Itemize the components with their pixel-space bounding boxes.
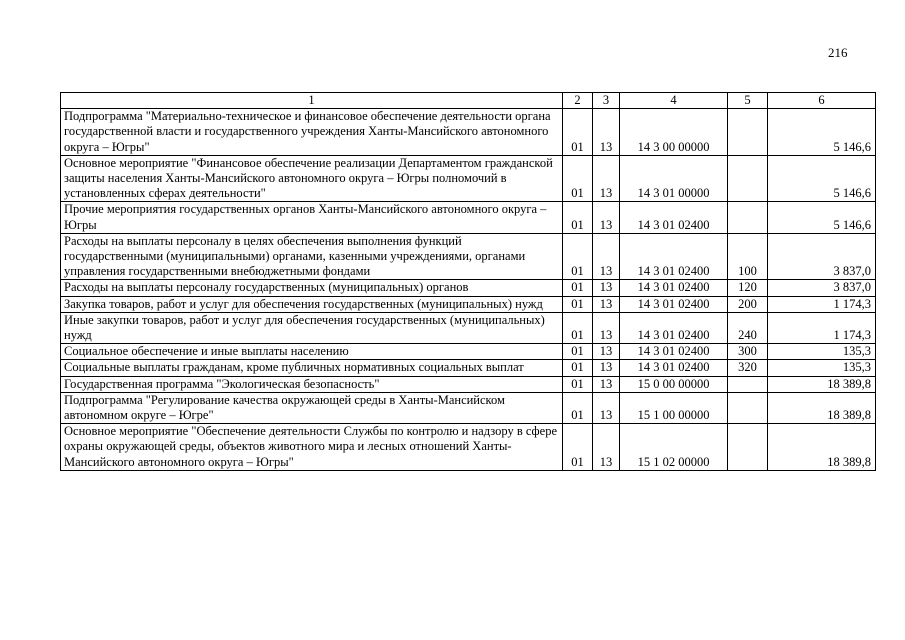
header-col-5: 5 <box>728 93 768 109</box>
row-section: 01 <box>563 344 593 360</box>
row-section: 01 <box>563 155 593 202</box>
row-amount: 18 389,8 <box>768 376 876 392</box>
row-subsection: 13 <box>593 376 620 392</box>
row-subsection: 13 <box>593 233 620 280</box>
row-subsection: 13 <box>593 344 620 360</box>
row-expense-type <box>728 155 768 202</box>
row-amount: 1 174,3 <box>768 312 876 343</box>
row-expense-type <box>728 109 768 156</box>
row-amount: 5 146,6 <box>768 202 876 233</box>
row-subsection: 13 <box>593 202 620 233</box>
row-name: Подпрограмма "Материально-техническое и финансовое обеспечение деятельности органа государственной власти и государственного учреждения Ханты-Мансийского автономного округа – Югры" <box>61 109 563 156</box>
row-name: Основное мероприятие "Финансовое обеспечение реализации Департаментом гражданской защиты населения Ханты-Мансийского автономного округа – Югры полномочий в установленных сферах деятельности" <box>61 155 563 202</box>
row-expense-type: 300 <box>728 344 768 360</box>
row-expense-type <box>728 392 768 423</box>
row-amount: 135,3 <box>768 344 876 360</box>
row-target-code: 14 3 01 02400 <box>620 202 728 233</box>
row-name: Социальные выплаты гражданам, кроме публичных нормативных социальных выплат <box>61 360 563 376</box>
table-row <box>61 202 876 233</box>
row-name: Иные закупки товаров, работ и услуг для обеспечения государственных (муниципальных) нужд <box>61 312 563 343</box>
row-amount: 3 837,0 <box>768 280 876 296</box>
row-subsection: 13 <box>593 360 620 376</box>
table-row <box>61 392 876 423</box>
row-target-code: 14 3 01 02400 <box>620 360 728 376</box>
table-row <box>61 344 876 360</box>
row-name: Государственная программа "Экологическая безопасность" <box>61 376 563 392</box>
header-col-6: 6 <box>768 93 876 109</box>
row-subsection: 13 <box>593 280 620 296</box>
budget-table <box>60 92 876 471</box>
row-subsection: 13 <box>593 109 620 156</box>
table-row <box>61 312 876 343</box>
row-amount: 5 146,6 <box>768 155 876 202</box>
row-section: 01 <box>563 233 593 280</box>
row-expense-type: 200 <box>728 296 768 312</box>
row-expense-type <box>728 424 768 471</box>
row-subsection: 13 <box>593 424 620 471</box>
row-expense-type: 320 <box>728 360 768 376</box>
row-amount: 135,3 <box>768 360 876 376</box>
row-target-code: 15 0 00 00000 <box>620 376 728 392</box>
row-target-code: 15 1 02 00000 <box>620 424 728 471</box>
row-name: Подпрограмма "Регулирование качества окружающей среды в Ханты-Мансийском автономном округе – Югре" <box>61 392 563 423</box>
row-name: Социальное обеспечение и иные выплаты населению <box>61 344 563 360</box>
row-target-code: 14 3 01 00000 <box>620 155 728 202</box>
header-col-1: 1 <box>61 93 563 109</box>
table-row <box>61 280 876 296</box>
table-row <box>61 109 876 156</box>
row-expense-type: 120 <box>728 280 768 296</box>
row-target-code: 14 3 01 02400 <box>620 296 728 312</box>
row-section: 01 <box>563 202 593 233</box>
row-expense-type <box>728 376 768 392</box>
row-subsection: 13 <box>593 296 620 312</box>
table-row <box>61 233 876 280</box>
table-row <box>61 155 876 202</box>
row-subsection: 13 <box>593 392 620 423</box>
row-amount: 3 837,0 <box>768 233 876 280</box>
row-section: 01 <box>563 280 593 296</box>
row-section: 01 <box>563 296 593 312</box>
row-expense-type: 240 <box>728 312 768 343</box>
row-section: 01 <box>563 360 593 376</box>
row-target-code: 14 3 01 02400 <box>620 280 728 296</box>
row-name: Закупка товаров, работ и услуг для обеспечения государственных (муниципальных) нужд <box>61 296 563 312</box>
row-name: Расходы на выплаты персоналу государственных (муниципальных) органов <box>61 280 563 296</box>
table-row <box>61 296 876 312</box>
row-expense-type: 100 <box>728 233 768 280</box>
header-col-4: 4 <box>620 93 728 109</box>
row-target-code: 14 3 00 00000 <box>620 109 728 156</box>
row-section: 01 <box>563 312 593 343</box>
row-subsection: 13 <box>593 155 620 202</box>
table-row <box>61 424 876 471</box>
header-col-3: 3 <box>593 93 620 109</box>
row-section: 01 <box>563 376 593 392</box>
row-name: Основное мероприятие "Обеспечение деятельности Службы по контролю и надзору в сфере охраны окружающей среды, объектов животного мира и лесных отношений Ханты-Мансийского автономного округа – Югры" <box>61 424 563 471</box>
row-amount: 18 389,8 <box>768 424 876 471</box>
table-header-row <box>61 93 876 109</box>
row-amount: 18 389,8 <box>768 392 876 423</box>
row-target-code: 14 3 01 02400 <box>620 344 728 360</box>
row-target-code: 15 1 00 00000 <box>620 392 728 423</box>
table-row <box>61 376 876 392</box>
row-name: Прочие мероприятия государственных органов Ханты-Мансийского автономного округа – Югры <box>61 202 563 233</box>
row-amount: 5 146,6 <box>768 109 876 156</box>
row-amount: 1 174,3 <box>768 296 876 312</box>
row-subsection: 13 <box>593 312 620 343</box>
row-section: 01 <box>563 109 593 156</box>
row-target-code: 14 3 01 02400 <box>620 312 728 343</box>
row-name: Расходы на выплаты персоналу в целях обеспечения выполнения функций государственными (муниципальными) органами, казенными учреждениями, органами управления государственными внебюджетными фондами <box>61 233 563 280</box>
row-expense-type <box>728 202 768 233</box>
row-section: 01 <box>563 392 593 423</box>
row-section: 01 <box>563 424 593 471</box>
row-target-code: 14 3 01 02400 <box>620 233 728 280</box>
header-col-2: 2 <box>563 93 593 109</box>
page-number: 216 <box>828 45 848 60</box>
table-row <box>61 360 876 376</box>
